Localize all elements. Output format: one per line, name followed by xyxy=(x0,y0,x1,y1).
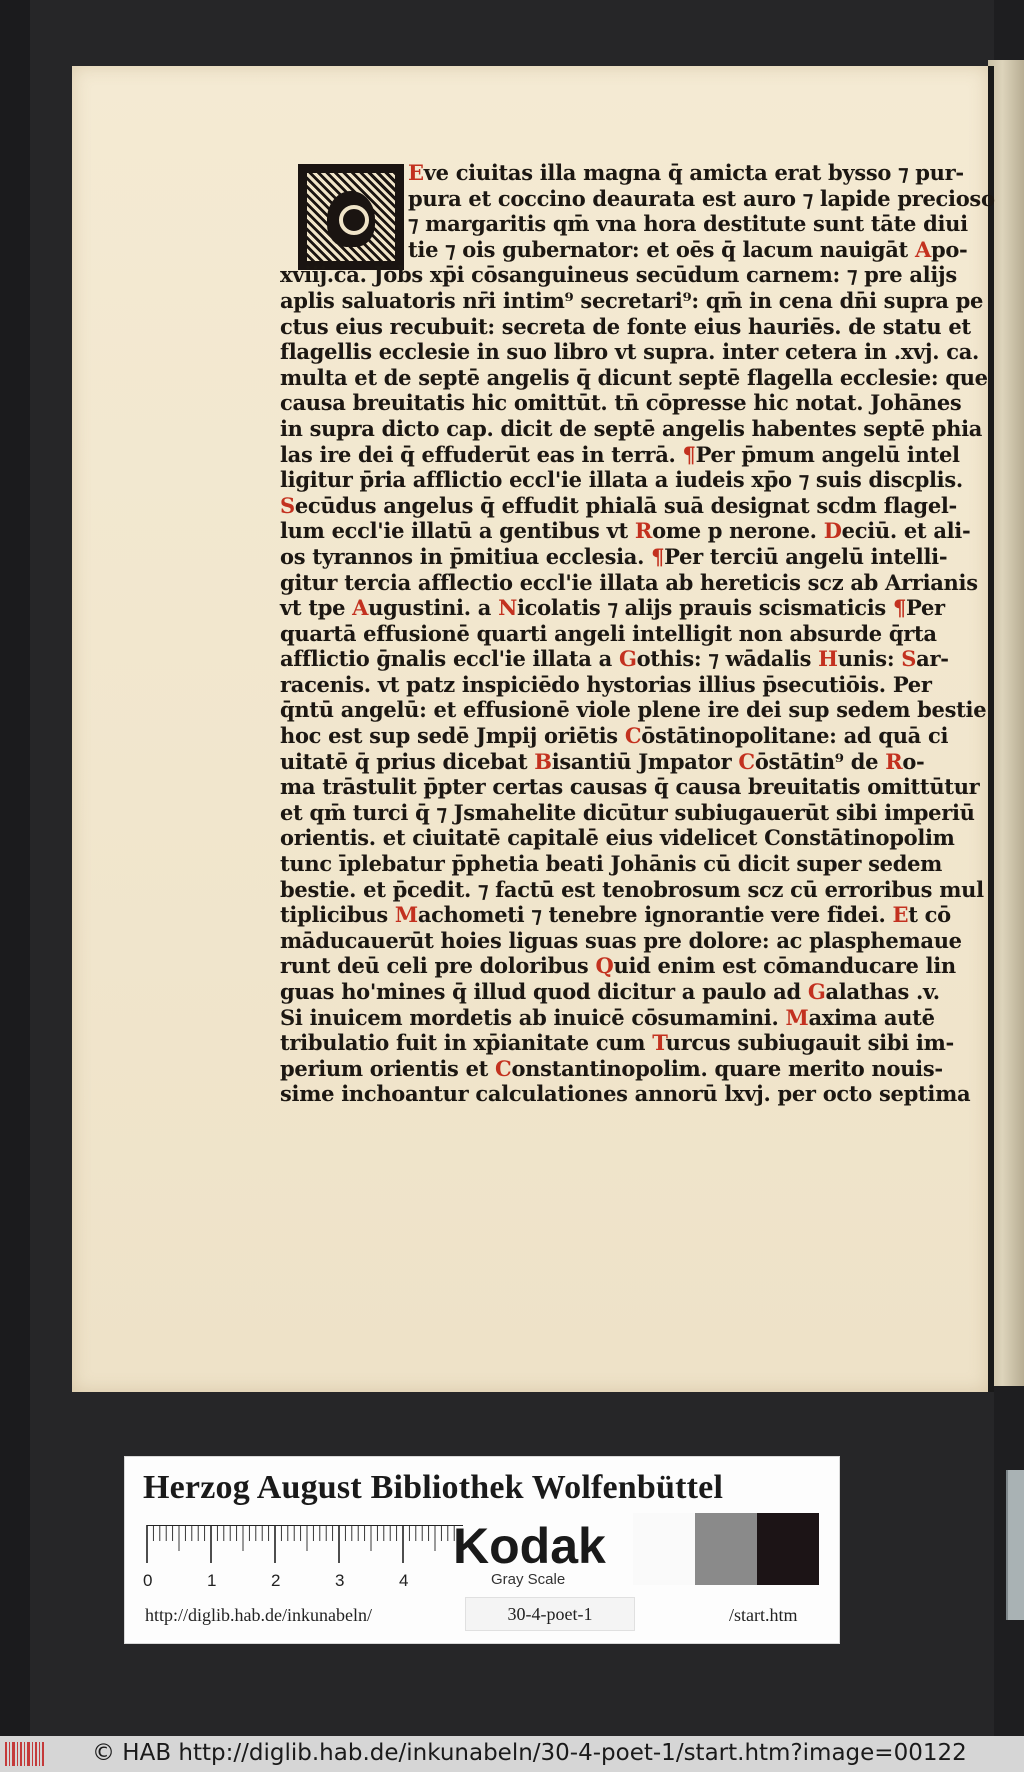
url-left-part: http://diglib.hab.de/inkunabeln/ xyxy=(145,1605,372,1625)
text-run: os tyrannos in p̄mitiua ecclesia. xyxy=(280,543,652,569)
text-run: t cō xyxy=(908,902,951,928)
text-line xyxy=(280,671,932,698)
page-text-block xyxy=(280,160,995,1107)
text-run: Per xyxy=(906,595,945,621)
text-line xyxy=(280,569,978,596)
text-line xyxy=(280,415,983,442)
text-run: onstātinopolim xyxy=(780,825,955,851)
text-line xyxy=(280,723,949,749)
text-run: J xyxy=(453,799,464,825)
text-line xyxy=(280,287,984,314)
text-run: et qm̄ turci q̄ ⁊ xyxy=(280,799,454,825)
text-run: tunc īplebatur p̄phetia beati xyxy=(280,851,611,877)
text-line xyxy=(280,825,955,851)
text-run: smahelite dicūtur subiugauerūt sibi imperiū xyxy=(463,799,975,825)
text-run: i inuicem mordetis ab inuicē cōsumamini. xyxy=(294,1004,786,1030)
text-run: J xyxy=(476,723,486,749)
text-run: bestie. et p̄cedit. ⁊ factū est tenobrosum scz cū erroribus mul xyxy=(280,876,984,902)
text-line xyxy=(280,595,945,621)
text-run: māducauerūt hoies liguas suas pre dolore: ac plasphemaue xyxy=(280,927,962,953)
text-run: ecūdus angelus q̄ effudit phialā suā designat scdm flagel- xyxy=(294,492,957,518)
barcode-icon xyxy=(4,1740,46,1768)
text-run: A xyxy=(885,569,902,595)
text-line xyxy=(280,646,949,672)
text-run: S xyxy=(280,1004,295,1030)
text-line xyxy=(280,313,971,340)
text-line xyxy=(280,543,948,570)
page-gutter xyxy=(988,66,994,1392)
rubric-letter: A xyxy=(352,595,369,621)
rubric-letter: S xyxy=(280,492,295,518)
text-run: ohānis cū dicit super sedem xyxy=(620,851,943,877)
text-line xyxy=(280,620,937,647)
rubric-letter: S xyxy=(901,646,917,672)
rubric-letter: D xyxy=(823,518,842,544)
rubric-letter: H xyxy=(818,646,838,672)
text-run: racenis. vt patz inspiciēdo hystorias illius p̄secutiōis. xyxy=(280,671,893,697)
text-line xyxy=(280,339,980,365)
text-run: urcus subiugauit sibi im- xyxy=(665,1030,954,1056)
text-line xyxy=(280,953,956,979)
text-line xyxy=(280,1030,954,1056)
kodak-logo: Kodak xyxy=(453,1518,606,1574)
text-line xyxy=(280,927,962,954)
ruler-ticks xyxy=(145,1525,465,1565)
text-run: axima autē xyxy=(808,1004,935,1030)
text-run: xviij.ca. Jobs xp̄i cōsanguineus secūdum carnem: ⁊ pre alijs xyxy=(280,262,957,288)
text-run: perium orientis et xyxy=(280,1055,496,1081)
rubric-letter: C xyxy=(495,1055,512,1081)
rubric-letter: N xyxy=(498,595,517,621)
rubric-letter: T xyxy=(652,1030,666,1056)
text-run: unis: xyxy=(837,646,902,672)
text-run: q̄ntū angelū: et effusionē viole plene ire dei sup sedem bestie xyxy=(280,697,987,723)
text-run: ōstātin⁹ de xyxy=(754,748,886,774)
text-line xyxy=(280,697,987,723)
gray-swatch-black xyxy=(757,1513,819,1585)
text-run: tiplicibus xyxy=(280,902,395,928)
text-line xyxy=(280,518,971,544)
rubric-letter: ¶ xyxy=(651,543,665,569)
text-run: ligitur p̄ria afflictio eccl'ie illata a iudeis xp̄o ⁊ suis discplis. xyxy=(280,467,963,493)
text-run: po- xyxy=(930,236,968,262)
library-title: Herzog August Bibliothek Wolfenbüttel xyxy=(143,1469,724,1506)
rubric-letter: B xyxy=(534,748,552,774)
ruler-label: 3 xyxy=(335,1571,345,1590)
text-run: isantiū xyxy=(551,748,639,774)
rubric-letter: G xyxy=(618,646,637,672)
rubric-letter: R xyxy=(885,748,903,774)
rubric-letter: E xyxy=(892,902,909,928)
rubric-letter: E xyxy=(408,160,424,185)
text-run: las ire dei q̄ effuderūt eas in terrā. xyxy=(280,441,683,467)
left-margin-band xyxy=(0,0,30,1736)
text-run: ma trāstulit p̄pter certas causas q̄ causa breuitatis omittūtur xyxy=(280,774,980,800)
text-run: pura et coccino deaurata est auro ⁊ lapide precioso xyxy=(408,185,995,211)
text-line xyxy=(280,390,962,416)
text-run: ōstātinopolitane: ad quā ci xyxy=(641,723,949,749)
text-run: hoc est sup sedē xyxy=(280,723,477,749)
text-run: mpator xyxy=(647,748,739,774)
text-run: J xyxy=(610,851,621,877)
text-run: lum eccl'ie illatū a gentibus vt xyxy=(280,518,635,544)
ruler xyxy=(145,1525,465,1565)
text-run: eciū. et ali- xyxy=(841,518,971,544)
text-run: ohānes xyxy=(879,390,962,416)
text-run: tribulatio fuit in xp̄ianitate cum xyxy=(280,1030,653,1056)
status-bar xyxy=(0,1736,1024,1772)
text-line xyxy=(280,774,980,800)
text-run: onstantinopolim. quare merito nouis- xyxy=(511,1055,943,1081)
ruler-labels xyxy=(145,1571,465,1591)
text-run: uid enim est cōmanducare lin xyxy=(613,953,956,979)
text-run: C xyxy=(764,825,781,851)
text-line xyxy=(280,262,957,288)
text-run: Per p̄mum angelū intel xyxy=(695,441,960,467)
text-run: flagellis ecclesie in suo libro vt supra. inter cetera in .xvj. ca. xyxy=(280,339,980,365)
text-run: achometi ⁊ tenebre ignorantie vere fidei. xyxy=(417,902,893,928)
text-line xyxy=(280,799,975,826)
text-line xyxy=(280,364,988,391)
text-run: orientis. et ciuitatē capitalē eius videlicet xyxy=(280,825,765,851)
text-run: othis: ⁊ wādalis xyxy=(636,646,819,672)
text-line xyxy=(280,1081,971,1107)
ruler-label: 2 xyxy=(271,1571,281,1590)
text-run: afflictio ḡnalis eccl'ie illata a xyxy=(280,646,619,672)
text-run: Per terciū angelū intelli- xyxy=(664,543,948,569)
text-line xyxy=(280,1055,943,1082)
rubric-letter: A xyxy=(914,236,931,262)
rubric-letter: C xyxy=(738,748,755,774)
url-right-part: /start.htm xyxy=(729,1605,798,1625)
ruler-label: 4 xyxy=(399,1571,409,1590)
text-run: guas ho'mines q̄ illud quod dicitur a paulo ad xyxy=(280,979,808,1004)
ruler-label: 0 xyxy=(143,1571,153,1590)
text-line xyxy=(280,851,943,877)
text-line xyxy=(280,211,968,237)
text-run: J xyxy=(870,390,880,416)
text-line xyxy=(280,748,925,775)
text-run: ⁊ margaritis qm̄ vna hora destitute sunt tāte diui xyxy=(408,211,968,237)
adjacent-tab-strip xyxy=(1006,1470,1024,1620)
text-run: ome p nerone. xyxy=(652,518,824,544)
rubric-letter: G xyxy=(807,979,826,1004)
rubric-letter: ¶ xyxy=(892,595,907,621)
rubric-letter: ¶ xyxy=(682,441,696,467)
url-shelfmark: 30-4-poet-1 xyxy=(465,1597,635,1631)
text-run: runt deū celi pre doloribus xyxy=(280,953,596,979)
text-run: alathas .v. xyxy=(825,979,940,1004)
text-line xyxy=(280,185,995,212)
text-run: gitur tercia afflectio eccl'ie illata ab hereticis scz ab xyxy=(280,569,886,595)
gray-scale-label: Gray Scale xyxy=(491,1571,566,1588)
text-run: ve ciuitas illa magna q̄ amicta erat bysso ⁊ pur- xyxy=(423,160,964,185)
text-run: er xyxy=(907,671,932,697)
rubric-letter: M xyxy=(394,902,418,928)
text-run: rrianis xyxy=(901,569,978,595)
text-run: aplis saluatoris nr̄i intim⁹ secretari⁹: qm̄ in cena dn̄i supra pe xyxy=(280,287,984,313)
color-scale-card xyxy=(124,1456,840,1644)
ruler-label: 1 xyxy=(207,1571,217,1590)
text-run: ugustini. a xyxy=(368,595,499,621)
text-run: icolatis ⁊ alijs prauis scismaticis xyxy=(516,595,893,621)
text-run: multa et de septē angelis q̄ dicunt septē flagella ecclesie: que xyxy=(280,364,988,390)
gray-swatch-white xyxy=(633,1513,695,1585)
text-line xyxy=(280,236,968,263)
text-run: mpij oriētis xyxy=(485,723,625,749)
text-line xyxy=(280,160,964,186)
text-line xyxy=(280,441,960,468)
status-url-text[interactable]: © HAB http://diglib.hab.de/inkunabeln/30-4-poet-1/start.htm?image=00122 xyxy=(92,1740,967,1766)
text-line xyxy=(280,467,963,493)
text-run: in supra dicto cap. dicit de septē angelis habentes septē phia xyxy=(280,415,983,441)
rubric-letter: C xyxy=(624,723,642,749)
text-run: ctus eius recubuit: secreta de fonte eius hauriēs. de statu et xyxy=(280,313,971,339)
text-run: sime inchoantur calculationes annorū lxvj. per octo septima xyxy=(280,1081,971,1107)
text-run: P xyxy=(892,671,908,697)
text-run: ar- xyxy=(916,646,949,672)
text-run: uitatē q̄ prius dicebat xyxy=(280,748,535,774)
rubric-letter: M xyxy=(785,1004,809,1030)
text-run: causa breuitatis hic omittūt. tn̄ cōpresse hic notat. xyxy=(280,390,871,416)
text-run: tie ⁊ ois gubernator: et oēs q̄ lacum nauigāt xyxy=(408,236,915,262)
text-run: vt tpe xyxy=(280,595,353,621)
text-run: quartā effusionē quarti angeli intelligit non absurde q̄rta xyxy=(280,620,937,646)
text-run: o- xyxy=(902,748,925,774)
gray-swatch-mid xyxy=(695,1513,757,1585)
rubric-letter: R xyxy=(634,518,653,544)
rubric-letter: Q xyxy=(595,953,614,979)
text-line xyxy=(280,876,984,903)
text-line xyxy=(280,979,940,1005)
text-run: J xyxy=(638,748,648,774)
text-line xyxy=(280,1004,935,1031)
text-line xyxy=(280,902,951,928)
text-line xyxy=(280,492,957,519)
